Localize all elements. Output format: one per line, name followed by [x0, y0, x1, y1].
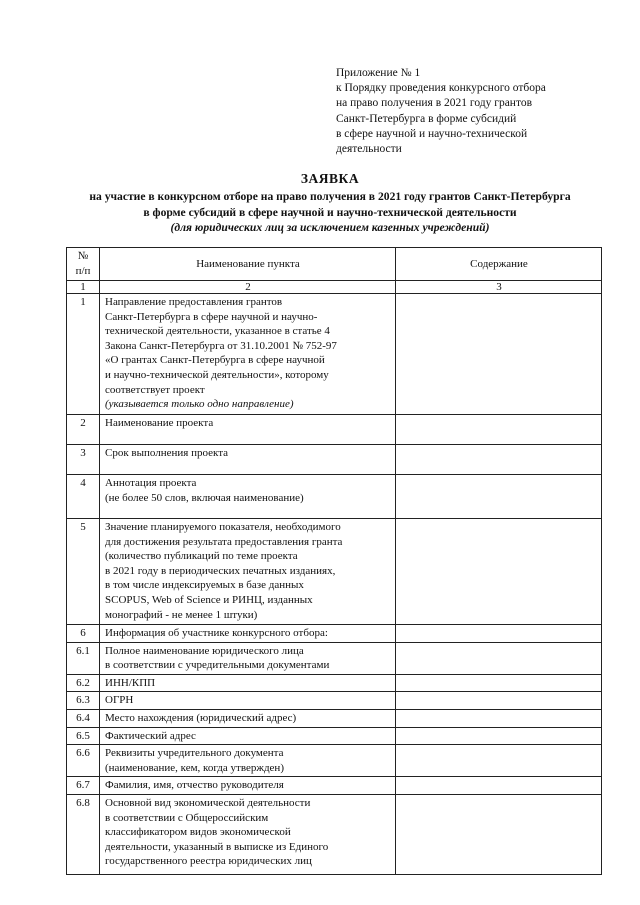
table-row [67, 415, 602, 445]
table-row [67, 475, 602, 519]
row-item-name [100, 415, 396, 445]
item-name-line: Реквизиты учредительного документа [105, 747, 284, 760]
appendix-line: на право получения в 2021 году грантов [336, 97, 533, 110]
table-body [67, 294, 602, 875]
table-row [67, 777, 602, 795]
row-content-cell[interactable] [396, 727, 602, 745]
header-num-line: № [77, 250, 89, 263]
index-cell: 3 [396, 281, 602, 294]
row-number: 3 [67, 445, 100, 475]
header-content: Содержание [396, 248, 602, 281]
row-content-cell[interactable] [396, 674, 602, 692]
row-content-cell[interactable] [396, 445, 602, 475]
row-item-name [100, 445, 396, 475]
header-name: Наименование пункта [100, 248, 396, 281]
item-name-line: (наименование, кем, когда утвержден) [105, 761, 284, 774]
row-item-name [100, 745, 396, 777]
table-row [67, 519, 602, 625]
table-row [67, 294, 602, 415]
table-row [67, 642, 602, 674]
row-item-name [100, 294, 396, 415]
table-row [67, 709, 602, 727]
row-item-name [100, 625, 396, 643]
row-number: 6.5 [67, 727, 100, 745]
item-name-line: Фамилия, имя, отчество руководителя [105, 779, 284, 792]
row-content-cell[interactable] [396, 777, 602, 795]
item-name-line: Фактический адрес [105, 729, 196, 742]
item-name-line: Основной вид экономической деятельности [105, 796, 311, 809]
item-name-line: технической деятельности, указанное в статье 4 [105, 325, 330, 338]
row-content-cell[interactable] [396, 294, 602, 415]
item-name-line: и научно-технической деятельности», которому [105, 368, 329, 381]
item-name-line: Закона Санкт-Петербурга от 31.10.2001 № 752-97 [105, 339, 337, 352]
row-item-name [100, 674, 396, 692]
row-item-name [100, 519, 396, 625]
index-cell: 1 [67, 281, 100, 294]
table-index-row [67, 281, 602, 294]
item-name-line: Срок выполнения проекта [105, 447, 229, 459]
row-item-name [100, 727, 396, 745]
appendix-line: Приложение № 1 [336, 67, 421, 79]
row-item-name [100, 475, 396, 519]
item-name-line: Наименование проекта [105, 417, 214, 429]
item-name-line: Направление предоставления грантов [105, 296, 283, 308]
row-content-cell[interactable] [396, 625, 602, 643]
item-name-line: SCOPUS, Web of Science и РИНЦ, изданных [105, 593, 313, 606]
item-name-line: Информация об участнике конкурсного отбора: [105, 627, 328, 639]
item-name-line: классификатором видов экономической [105, 826, 291, 839]
row-number: 6.6 [67, 745, 100, 777]
item-name-line: Значение планируемого показателя, необходимого [105, 521, 341, 533]
appendix-line: к Порядку проведения конкурсного отбора [336, 82, 546, 95]
row-content-cell[interactable] [396, 745, 602, 777]
item-name-line: в 2021 году в периодических печатных изданиях, [105, 564, 336, 577]
item-name-line: Санкт-Петербурга в сфере научной и научно- [105, 310, 318, 323]
item-name-line: государственного реестра юридических лиц [105, 855, 312, 868]
row-number: 1 [67, 294, 100, 415]
item-note: (указывается только одно направление) [105, 398, 294, 411]
header-num [67, 248, 100, 281]
table-row [67, 674, 602, 692]
row-item-name [100, 794, 396, 874]
table-row [67, 745, 602, 777]
row-item-name [100, 709, 396, 727]
item-name-line: монографий - не менее 1 штуки) [105, 608, 258, 621]
subtitle-line: в форме субсидий в сфере научной и научно-технической деятельности [143, 205, 517, 219]
row-number: 4 [67, 475, 100, 519]
item-name-line: (количество публикаций по теме проекта [105, 550, 298, 563]
item-name-line: Полное наименование юридического лица [105, 644, 304, 657]
table-row [67, 445, 602, 475]
document-subtitle-note: (для юридических лиц за исключением казенных учреждений) [170, 221, 490, 234]
row-item-name [100, 642, 396, 674]
subtitle-line: на участие в конкурсном отборе на право получения в 2021 году грантов Санкт-Петербурга [89, 190, 571, 203]
title-block [40, 170, 620, 236]
row-number: 6.1 [67, 642, 100, 674]
row-content-cell[interactable] [396, 475, 602, 519]
row-content-cell[interactable] [396, 709, 602, 727]
row-content-cell[interactable] [396, 519, 602, 625]
document-title: ЗАЯВКА [300, 171, 360, 186]
appendix-line: Санкт-Петербурга в форме субсидий [336, 112, 517, 125]
item-name-line: для достижения результата предоставления гранта [105, 535, 343, 548]
item-name-line: (не более 50 слов, включая наименование) [105, 491, 304, 504]
appendix-line: в сфере научной и научно-технической [336, 127, 528, 140]
application-table [66, 247, 602, 875]
appendix-block [336, 66, 626, 157]
row-number: 6.2 [67, 674, 100, 692]
row-number: 6.8 [67, 794, 100, 874]
item-name-line: ОГРН [105, 694, 134, 707]
appendix-line: деятельности [336, 143, 402, 156]
row-content-cell[interactable] [396, 692, 602, 710]
row-number: 5 [67, 519, 100, 625]
row-item-name [100, 692, 396, 710]
row-number: 6.4 [67, 709, 100, 727]
table-row [67, 794, 602, 874]
header-num-line: п/п [75, 265, 91, 277]
item-name-line: соответствует проект [105, 383, 205, 396]
row-content-cell[interactable] [396, 415, 602, 445]
table-row [67, 692, 602, 710]
row-number: 6.7 [67, 777, 100, 795]
item-name-line: деятельности, указанный в выписке из Единого [105, 840, 329, 853]
item-name-line: «О грантах Санкт-Петербурга в сфере научной [105, 354, 325, 367]
item-name-line: Аннотация проекта [105, 477, 197, 489]
item-name-line: ИНН/КПП [105, 676, 156, 689]
item-name-line: в том числе индексируемых в базе данных [105, 579, 304, 592]
row-number: 6.3 [67, 692, 100, 710]
item-name-line: в соответствии с Общероссийским [105, 811, 269, 824]
document-subtitle [40, 189, 620, 220]
index-cell: 2 [100, 281, 396, 294]
item-name-line: Место нахождения (юридический адрес) [105, 711, 297, 724]
table-header-row [67, 248, 602, 281]
row-number: 6 [67, 625, 100, 643]
table-row [67, 727, 602, 745]
row-content-cell[interactable] [396, 794, 602, 874]
row-number: 2 [67, 415, 100, 445]
row-item-name [100, 777, 396, 795]
item-name-line: в соответствии с учредительными документами [105, 659, 330, 672]
table-row [67, 625, 602, 643]
row-content-cell[interactable] [396, 642, 602, 674]
